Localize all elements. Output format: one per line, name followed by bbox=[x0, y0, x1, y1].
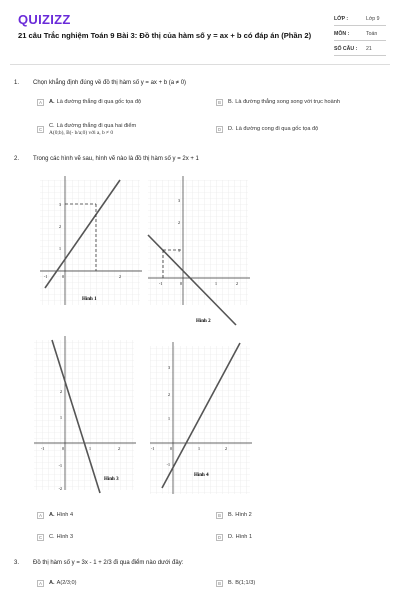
figure-label: Hình 4 bbox=[194, 473, 209, 478]
q2-option-a[interactable] bbox=[37, 512, 73, 519]
tick-label: 1 bbox=[168, 416, 170, 421]
option-letter-box: B bbox=[216, 99, 223, 106]
option-prefix: A. bbox=[49, 512, 55, 518]
meta-divider bbox=[334, 25, 386, 26]
q1-option-a[interactable] bbox=[37, 99, 141, 106]
figure-label: Hình 2 bbox=[196, 319, 211, 324]
q1-option-b[interactable] bbox=[216, 99, 340, 106]
figure-1 bbox=[40, 176, 142, 305]
q1-text: Chọn khẳng định đúng về đồ thị hàm số y = ax + b (a ≠ 0) bbox=[33, 80, 187, 86]
tick-label: 1 bbox=[198, 446, 200, 451]
option-label: Hình 1 bbox=[235, 534, 253, 540]
option-letter-box: B bbox=[216, 580, 223, 587]
tick-label: 2 bbox=[60, 389, 62, 394]
tick-label: 1 bbox=[178, 248, 180, 253]
tick-label: 2 bbox=[178, 220, 180, 225]
option-prefix: D. bbox=[228, 534, 234, 540]
tick-label: 0 bbox=[62, 446, 64, 451]
option-label: Hình 3 bbox=[56, 534, 74, 540]
option-letter-box: C bbox=[38, 535, 43, 540]
quizizz-logo: QUIZIZZ bbox=[18, 12, 71, 27]
tick-label: 2 bbox=[118, 446, 120, 451]
option-prefix: A. bbox=[49, 99, 55, 105]
grid bbox=[150, 346, 250, 494]
tick-label: 0 bbox=[62, 274, 64, 279]
option-prefix: B. bbox=[228, 99, 234, 105]
figure-3 bbox=[34, 336, 136, 493]
q3-number: 3. bbox=[14, 560, 20, 566]
meta-count-key: SỐ CÂU : bbox=[334, 46, 358, 52]
option-letter-box: A bbox=[37, 580, 44, 587]
tick-label: -1 bbox=[159, 281, 163, 286]
option-label: Là đường thẳng đi qua gốc tọa độ bbox=[56, 99, 142, 105]
option-label: Hình 2 bbox=[235, 512, 252, 518]
header-divider bbox=[10, 64, 390, 65]
q2-figures bbox=[30, 168, 266, 500]
tick-label: 3 bbox=[59, 202, 61, 207]
q1-option-c[interactable] bbox=[37, 123, 136, 136]
q3-option-b[interactable] bbox=[216, 580, 255, 587]
meta-subject-key: MÔN : bbox=[334, 31, 350, 37]
option-letter-box: D bbox=[217, 127, 222, 132]
tick-label: -1 bbox=[166, 462, 170, 467]
q3-text: Đồ thị hàm số y = 3x - 1 + 2/3 đi qua điểm nào dưới đây: bbox=[33, 560, 184, 566]
option-formula: A(0;b), B(- b/a;0) với a, b ≠ 0 bbox=[49, 130, 114, 136]
option-prefix: B. bbox=[228, 580, 234, 586]
option-label: Là đường cong đi qua gốc tọa độ bbox=[235, 126, 319, 132]
meta-divider bbox=[334, 40, 386, 41]
option-prefix: A. bbox=[49, 580, 55, 586]
tick-label: 1 bbox=[89, 446, 91, 451]
option-prefix: D. bbox=[228, 126, 234, 132]
tick-label: -1 bbox=[44, 274, 48, 279]
q2-number: 2. bbox=[14, 156, 20, 162]
option-label: Là đường thẳng song song với trục hoành bbox=[235, 99, 340, 105]
q1-option-d[interactable] bbox=[216, 126, 318, 133]
tick-label: 0 bbox=[180, 281, 182, 286]
q1-number: 1. bbox=[14, 80, 20, 86]
tick-label: 2 bbox=[119, 274, 121, 279]
q2-text: Trong các hình vẽ sau, hình vẽ nào là đồ thị hàm số y = 2x + 1 bbox=[33, 156, 199, 162]
figure-label: Hình 3 bbox=[104, 477, 119, 482]
option-letter-box: A bbox=[37, 512, 44, 519]
page-title: 21 câu Trắc nghiệm Toán 9 Bài 3: Đồ thị của hàm số y = ax + b có đáp án (Phần 2) bbox=[18, 31, 312, 40]
option-label: Hình 4 bbox=[56, 512, 74, 518]
figure-2 bbox=[148, 176, 250, 325]
tick-label: 3 bbox=[178, 198, 180, 203]
tick-label: 1 bbox=[215, 281, 217, 286]
tick-label: -2 bbox=[58, 486, 62, 491]
option-prefix: B. bbox=[228, 512, 234, 518]
q2-option-c[interactable] bbox=[37, 534, 73, 541]
tick-label: 1 bbox=[60, 415, 62, 420]
meta-class-value: Lớp 9 bbox=[366, 16, 380, 22]
q3-option-a[interactable] bbox=[37, 580, 77, 587]
q2-option-b[interactable] bbox=[216, 512, 252, 519]
tick-label: 2 bbox=[236, 281, 238, 286]
option-letter-box: B bbox=[216, 512, 223, 519]
tick-label: -1 bbox=[58, 463, 62, 468]
meta-divider bbox=[334, 55, 386, 56]
option-prefix: C. bbox=[49, 123, 55, 129]
q2-option-d[interactable] bbox=[216, 534, 252, 541]
tick-label: 2 bbox=[59, 224, 61, 229]
figure-4 bbox=[150, 342, 252, 494]
option-label: Là đường thẳng đi qua hai điểm bbox=[56, 123, 137, 129]
option-prefix: C. bbox=[49, 534, 55, 540]
tick-label: -1 bbox=[41, 446, 45, 451]
tick-label: 2 bbox=[225, 446, 227, 451]
tick-label: 1 bbox=[59, 246, 61, 251]
meta-subject-value: Toán bbox=[366, 31, 378, 37]
meta-count-value: 21 bbox=[366, 46, 372, 52]
tick-label: -1 bbox=[151, 446, 155, 451]
grid bbox=[40, 180, 140, 305]
grid bbox=[34, 340, 134, 490]
tick-label: 3 bbox=[168, 365, 170, 370]
option-letter-box: C bbox=[38, 127, 43, 132]
option-label: A(2/3;0) bbox=[56, 580, 77, 586]
tick-label: 2 bbox=[168, 392, 170, 397]
tick-label: 0 bbox=[170, 446, 172, 451]
option-letter-box: A bbox=[37, 99, 44, 106]
figure-label: Hình 1 bbox=[82, 297, 97, 302]
meta-class-key: LỚP : bbox=[334, 16, 349, 22]
option-label: B(1;1/3) bbox=[235, 580, 256, 586]
option-letter-box: D bbox=[217, 535, 222, 540]
